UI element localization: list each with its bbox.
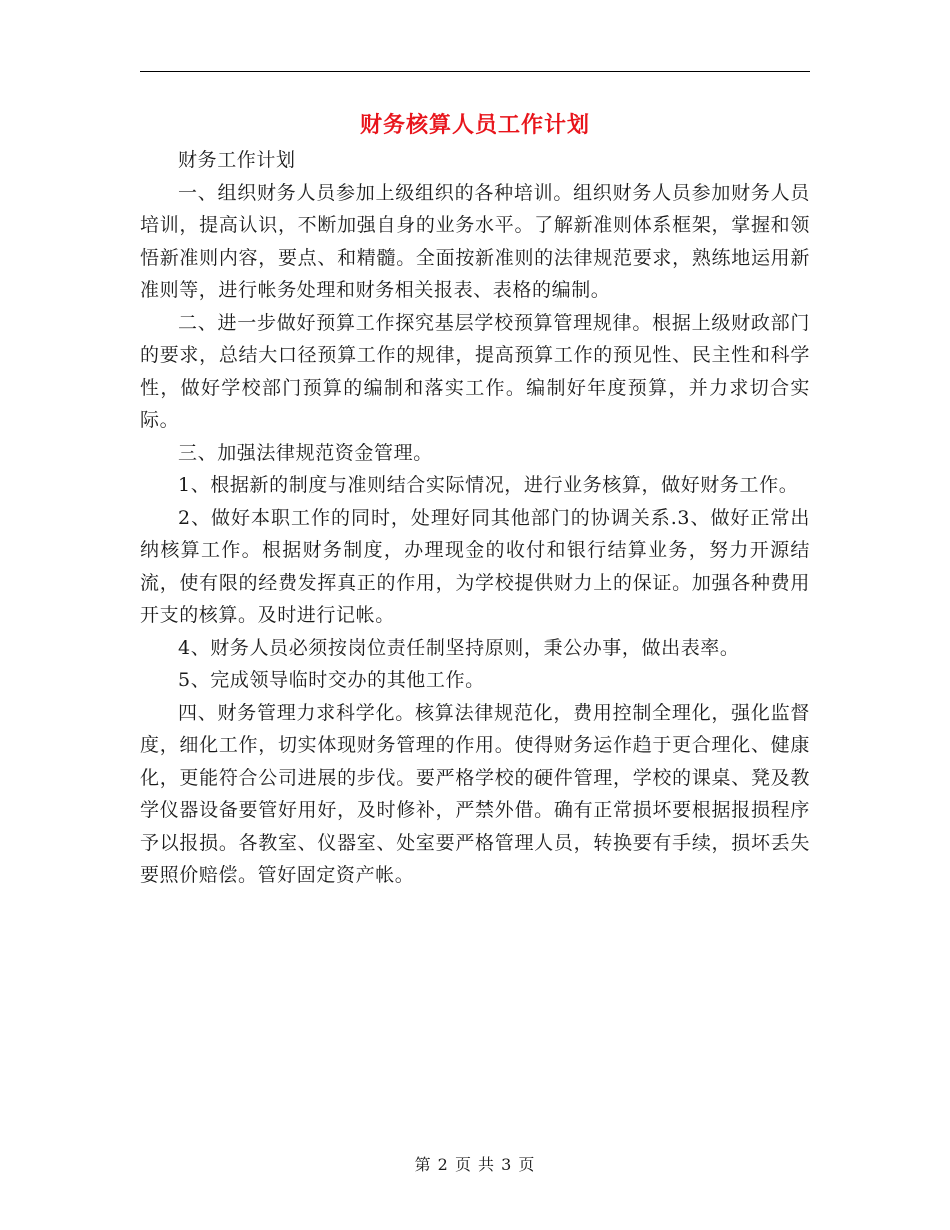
paragraph-item-5: 5、完成领导临时交办的其他工作。 [178,669,485,691]
paragraph-subheading: 财务工作计划 [178,149,296,171]
paragraph-section-2: 二、进一步做好预算工作探究基层学校预算管理规律。根据上级财政部门的要求，总结大口径预算工作的规律，提高预算工作的预见性、民主性和科学性，做好学校部门预算的编制和落实工作。编制好年度预算，并力求切合实际。 [140,311,810,431]
paragraph-item-4: 4、财务人员必须按岗位责任制坚持原则，秉公办事，做出表率。 [178,636,740,659]
paragraph-item-1: 1、根据新的制度与准则结合实际情况，进行业务核算，做好财务工作。 [178,474,799,496]
document-body [140,144,810,892]
document-title: 财务核算人员工作计划 [359,113,590,138]
paragraph-section-4: 四、财务管理力求科学化。核算法律规范化，费用控制全理化，强化监督度，细化工作，切实体现财务管理的作用。使得财务运作趋于更合理化、健康化，更能符合公司进展的步伐。要严格学校的硬件管理，学校的课桌、凳及教学仪器设备要管好用好，及时修补，严禁外借。确有正常损坏要根据报损程序予以报损。各教室、仪器室、处室要严格管理人员，转换要有手续，损坏丢失要照价赔偿。管好固定资产帐。 [140,701,810,886]
paragraph-item-2: 2、做好本职工作的同时，处理好同其他部门的协调关系.3、做好正常出纳核算工作。根据财务制度，办理现金的收付和银行结算业务，努力开源结流，使有限的经费发挥真正的作用，为学校提供财力上的保证。加强各种费用开支的核算。及时进行记帐。 [140,506,810,626]
page-number-footer: 第 2 页 共 3 页 [414,1155,536,1174]
paragraph-section-1: 一、组织财务人员参加上级组织的各种培训。组织财务人员参加财务人员培训，提高认识，不断加强自身的业务水平。了解新准则体系框架，掌握和领悟新准则内容，要点、和精髓。全面按新准则的法律规范要求，熟练地运用新准则等，进行帐务处理和财务相关报表、表格的编制。 [140,181,810,301]
paragraph-section-3: 三、加强法律规范资金管理。 [178,441,433,464]
header-rule [140,71,810,72]
